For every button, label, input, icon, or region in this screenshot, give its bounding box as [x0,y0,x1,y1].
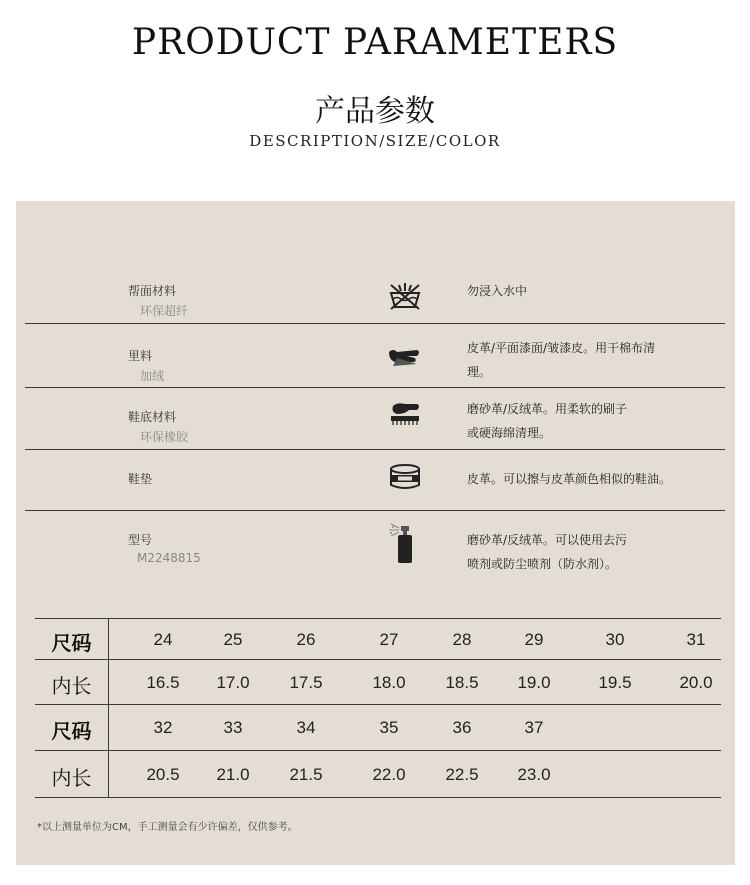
param-label-insole: 鞋垫 [128,472,153,486]
hand-wipe-cloth-icon [385,336,425,376]
care-text-5: 磨砂革/反绒革。可以使用去污 喷剂或防尘喷剂（防水剂）。 [467,533,628,571]
table-cell: 29 [524,630,544,649]
divider [25,387,725,388]
page-subtitle: DESCRIPTION/SIZE/COLOR [249,132,501,150]
table-cell: 37 [524,718,544,737]
table-cell: 26 [296,630,316,649]
table-cell: 34 [296,718,316,737]
divider [25,510,725,511]
table-cell: 19.0 [517,673,551,692]
table-cell: 20.0 [679,673,713,692]
size-header: 尺码 [51,631,92,655]
table-rule [35,659,721,660]
care-text-3: 磨砂革/反绒革。用柔软的刷子 或硬海绵清理。 [467,402,628,440]
table-cell: 28 [452,630,472,649]
table-cell: 18.0 [372,673,406,692]
care-text-2: 皮革/平面漆面/皱漆皮。用干棉布清 理。 [467,341,656,379]
table-cell: 24 [153,630,173,649]
page-title-cn: 产品参数 [315,94,435,129]
no-soak-water-icon [385,276,425,316]
size-header: 尺码 [51,719,92,743]
table-cell: 21.0 [216,765,250,784]
table-rule [35,797,721,798]
table-cell: 22.5 [445,765,479,784]
param-value-upper-material: 环保超纤 [140,304,189,318]
param-value-lining: 加绒 [140,369,165,383]
table-column-divider [108,618,109,798]
table-cell: 19.5 [598,673,632,692]
table-cell: 27 [379,630,399,649]
table-cell: 22.0 [372,765,406,784]
param-label-lining: 里料 [128,349,153,363]
table-cell: 32 [153,718,173,737]
table-cell: 16.5 [146,673,180,692]
table-rule [35,704,721,705]
table-cell: 25 [223,630,243,649]
table-cell: 17.5 [289,673,323,692]
length-header: 内长 [51,766,92,790]
table-cell: 17.0 [216,673,250,692]
table-cell: 31 [686,630,706,649]
divider [25,449,725,450]
param-value-sole-material: 环保橡胶 [140,430,189,444]
measurement-note: *以上测量单位为CM，手工测量会有少许偏差，仅供参考。 [37,822,298,833]
param-label-model: 型号 [128,533,153,547]
table-cell: 33 [223,718,243,737]
shoe-polish-tin-icon [385,457,425,497]
table-cell: 21.5 [289,765,323,784]
spray-bottle-icon [385,520,425,566]
table-cell: 35 [379,718,399,737]
divider [25,323,725,324]
param-label-upper-material: 帮面材料 [128,284,177,298]
care-text-4: 皮革。可以擦与皮革颜色相似的鞋油。 [467,472,672,486]
brush-clean-icon [385,394,425,434]
length-header: 内长 [51,674,92,698]
param-label-sole-material: 鞋底材料 [128,410,177,424]
table-cell: 18.5 [445,673,479,692]
care-text-1: 勿浸入水中 [467,284,528,298]
table-cell: 30 [605,630,625,649]
table-cell: 36 [452,718,472,737]
param-value-model: M2248815 [137,551,201,565]
table-cell: 23.0 [517,765,551,784]
table-rule [35,750,721,751]
table-cell: 20.5 [146,765,180,784]
page-title: PRODUCT PARAMETERS [131,22,619,63]
table-rule [35,618,721,619]
